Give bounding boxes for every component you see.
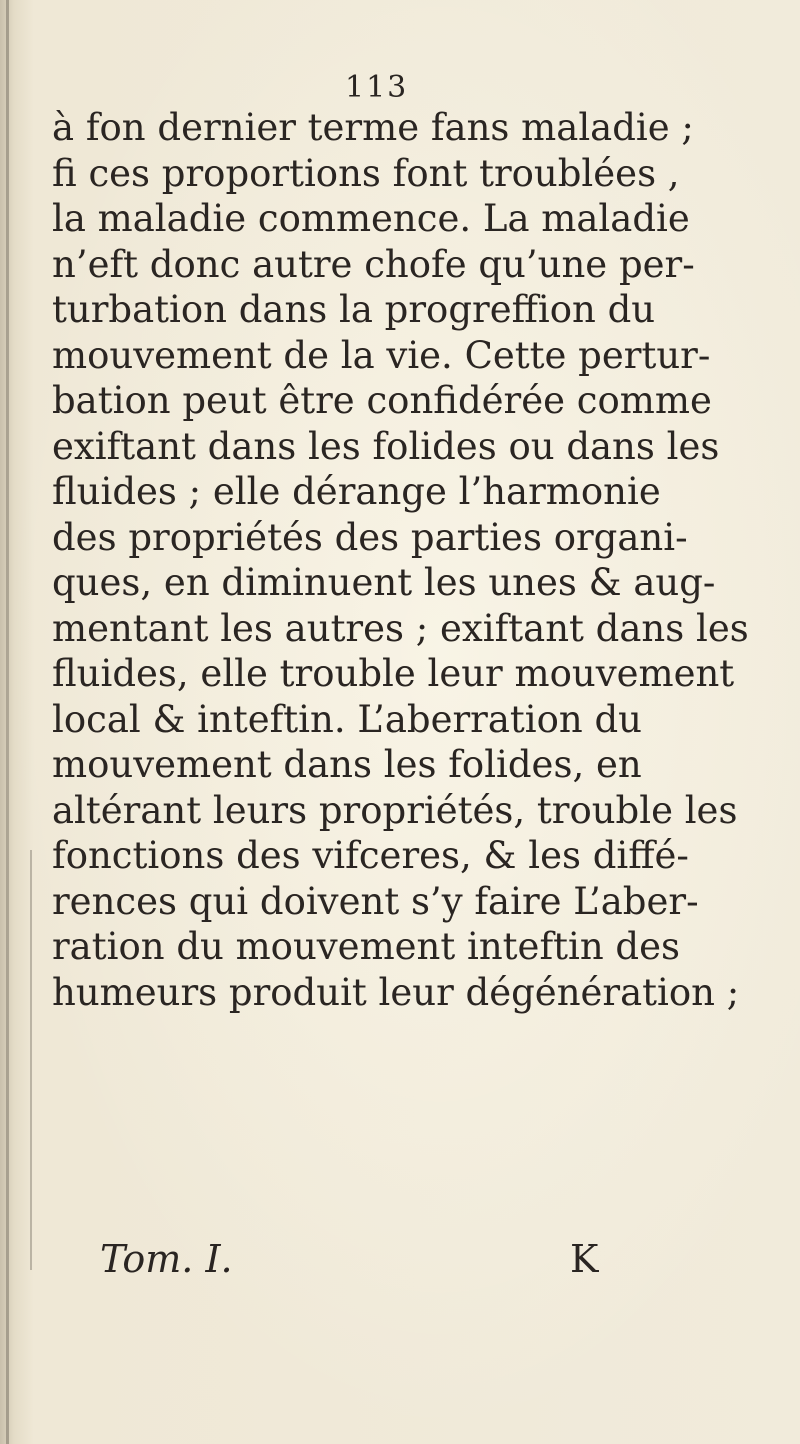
text-line: local & inteftin. L’aberration du xyxy=(52,697,642,741)
text-line: turbation dans la progreffion du xyxy=(52,288,656,331)
body-text xyxy=(52,105,787,1015)
text-line: ration du mouvement inteftin des xyxy=(52,925,681,968)
binding-shadow xyxy=(30,850,32,1270)
text-line: la maladie commence. La maladie xyxy=(52,197,690,240)
text-line: bation peut être confidérée comme xyxy=(52,379,712,422)
volume-label: Tom. I. xyxy=(100,1237,233,1281)
text-line: n’eft donc autre chofe qu’une per- xyxy=(52,242,695,286)
text-line: rences qui doivent s’y faire L’aber- xyxy=(52,879,699,923)
text-line: altérant leurs propriétés, trouble les xyxy=(52,788,738,832)
text-line: mentant les autres ; exiftant dans les xyxy=(52,606,749,650)
page-footer xyxy=(100,1237,660,1287)
text-line: fonctions des vifceres, & les diffé- xyxy=(52,834,689,877)
text-line: mouvement de la vie. Cette pertur- xyxy=(52,333,711,377)
text-line: ques, en diminuent les unes & aug- xyxy=(52,561,716,604)
text-line: fluides ; elle dérange l’harmonie xyxy=(52,470,661,513)
signature-mark: K xyxy=(570,1237,599,1281)
text-line: fluides, elle trouble leur mouvement xyxy=(52,652,735,695)
text-line: mouvement dans les folides, en xyxy=(52,743,642,786)
text-line: exiftant dans les folides ou dans les xyxy=(52,424,720,468)
text-line: à fon dernier terme fans maladie ; xyxy=(52,106,694,149)
text-line: fi ces proportions font troublées , xyxy=(52,151,680,195)
binding-gutter xyxy=(6,0,9,1444)
page-number: 113 xyxy=(345,70,409,105)
text-line: des propriétés des parties organi- xyxy=(52,515,688,559)
text-line: humeurs produit leur dégénération ; xyxy=(52,970,740,1014)
